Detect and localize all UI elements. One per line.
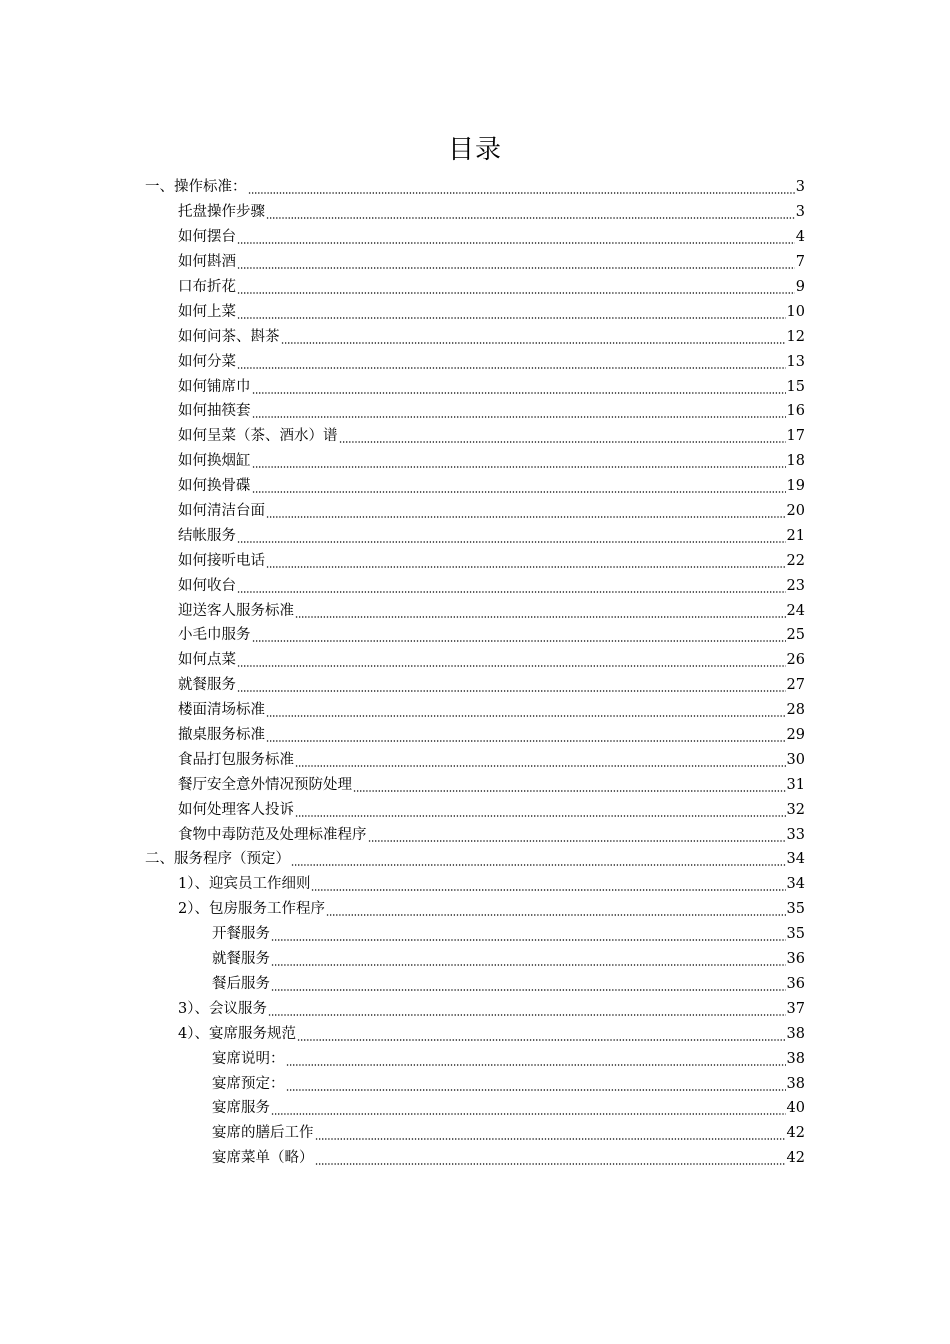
toc-entry-title: 餐后服务 (212, 975, 270, 992)
toc-entry-page: 10 (786, 303, 805, 320)
toc-dot-leader (268, 999, 786, 1019)
toc-entry-title: 宴席说明： (212, 1050, 285, 1067)
toc-entry[interactable] (0, 275, 950, 300)
toc-entry-page: 3 (795, 179, 805, 196)
toc-entry[interactable] (0, 747, 950, 772)
toc-entry-page: 34 (786, 851, 805, 868)
toc-entry-page: 22 (786, 552, 805, 569)
toc-entry-page: 38 (786, 1075, 805, 1092)
toc-entry-title: 楼面清场标准 (178, 702, 265, 719)
toc-entry-page: 42 (786, 1125, 805, 1142)
toc-entry[interactable] (0, 598, 950, 623)
toc-entry-page: 20 (786, 503, 805, 520)
toc-dot-leader (315, 1148, 786, 1168)
toc-entry-title: 如何呈菜（茶、酒水）谱 (178, 428, 338, 445)
toc-dot-leader (339, 426, 786, 446)
toc-entry-title: 如何上菜 (178, 303, 236, 320)
toc-entry-title: 如何接听电话 (178, 552, 265, 569)
toc-entry-page: 37 (786, 1000, 805, 1017)
toc-entry-title: 如何换骨碟 (178, 478, 251, 495)
toc-entry-title: 结帐服务 (178, 527, 236, 544)
toc-entry-page: 28 (786, 702, 805, 719)
toc-entry[interactable] (0, 1121, 950, 1146)
toc-dot-leader (295, 800, 786, 820)
toc-entry-title: 二、服务程序（预定） (145, 851, 290, 868)
toc-dot-leader (237, 252, 795, 272)
toc-entry[interactable] (0, 723, 950, 748)
toc-title: 目录 (447, 135, 502, 165)
toc-entry-page: 36 (786, 951, 805, 968)
toc-entry-page: 4 (795, 229, 805, 246)
toc-dot-leader (237, 576, 786, 596)
toc-dot-leader (297, 1024, 786, 1044)
toc-entry[interactable] (0, 250, 950, 275)
toc-dot-leader (266, 700, 786, 720)
toc-entry-title: 托盘操作步骤 (178, 204, 265, 221)
toc-entry[interactable] (0, 1046, 950, 1071)
toc-entry-page: 30 (786, 751, 805, 768)
toc-entry-page: 27 (786, 677, 805, 694)
toc-dot-leader (237, 277, 795, 297)
toc-entry-page: 18 (786, 453, 805, 470)
toc-entry[interactable] (0, 972, 950, 997)
toc-entry-title: 如何收台 (178, 577, 236, 594)
toc-dot-leader (237, 227, 795, 247)
toc-entry-title: 就餐服务 (212, 951, 270, 968)
toc-dot-leader (271, 1098, 786, 1118)
toc-entry-page: 13 (786, 353, 805, 370)
toc-entry-page: 17 (786, 428, 805, 445)
toc-entry-title: 如何斟酒 (178, 254, 236, 271)
toc-entry-page: 26 (786, 652, 805, 669)
toc-entry-title: 如何抽筷套 (178, 403, 251, 420)
toc-entry-title: 1）、迎宾员工作细则 (178, 876, 311, 893)
toc-entry[interactable] (0, 1071, 950, 1096)
toc-entry-title: 如何换烟缸 (178, 453, 251, 470)
toc-entry-page: 34 (786, 876, 805, 893)
toc-entry[interactable] (0, 175, 950, 200)
toc-entry[interactable] (0, 847, 950, 872)
toc-entry-page: 16 (786, 403, 805, 420)
toc-dot-leader (237, 650, 786, 670)
toc-entry-page: 21 (786, 527, 805, 544)
toc-dot-leader (252, 625, 786, 645)
toc-entry[interactable] (0, 523, 950, 548)
toc-entry-title: 迎送客人服务标准 (178, 602, 294, 619)
toc-entry-title: 食品打包服务标准 (178, 751, 294, 768)
toc-entry-title: 如何问茶、斟茶 (178, 328, 280, 345)
toc-dot-leader (368, 825, 786, 845)
toc-dot-leader (286, 1074, 786, 1094)
toc-entry-page: 29 (786, 727, 805, 744)
toc-entry-title: 一、操作标准： (145, 179, 247, 196)
toc-dot-leader (248, 177, 795, 197)
toc-entry-title: 宴席的膳后工作 (212, 1125, 314, 1142)
toc-entry[interactable] (0, 872, 950, 897)
toc-entry[interactable] (0, 573, 950, 598)
toc-dot-leader (271, 949, 786, 969)
toc-entry[interactable] (0, 772, 950, 797)
toc-entry[interactable] (0, 797, 950, 822)
toc-dot-leader (286, 1049, 786, 1069)
toc-dot-leader (326, 899, 786, 919)
toc-dot-leader (252, 377, 786, 397)
toc-entry-page: 7 (795, 254, 805, 271)
toc-entry[interactable] (0, 324, 950, 349)
toc-entry-page: 15 (786, 378, 805, 395)
toc-entry-page: 12 (786, 328, 805, 345)
toc-entry[interactable] (0, 299, 950, 324)
toc-entry-page: 42 (786, 1150, 805, 1167)
toc-entry[interactable] (0, 673, 950, 698)
toc-entry-page: 25 (786, 627, 805, 644)
toc-entry[interactable] (0, 349, 950, 374)
toc-entry-title: 食物中毒防范及处理标准程序 (178, 826, 367, 843)
toc-dot-leader (295, 601, 786, 621)
toc-entry-page: 38 (786, 1025, 805, 1042)
toc-entry-title: 小毛巾服务 (178, 627, 251, 644)
toc-dot-leader (252, 451, 786, 471)
toc-entry-title: 3）、会议服务 (178, 1000, 267, 1017)
toc-entry-title: 口布折花 (178, 279, 236, 295)
toc-dot-leader (266, 501, 786, 521)
toc-entry[interactable] (0, 225, 950, 250)
toc-entry[interactable] (0, 698, 950, 723)
toc-entry[interactable] (0, 648, 950, 673)
toc-entry-title: 2）、包房服务工作程序 (178, 901, 325, 918)
toc-entry-page: 38 (786, 1050, 805, 1067)
toc-entry-title: 撤桌服务标准 (178, 727, 265, 744)
toc-entry-page: 19 (786, 478, 805, 495)
toc-dot-leader (237, 675, 786, 695)
toc-entry[interactable] (0, 399, 950, 424)
toc-entry-page: 3 (795, 204, 805, 221)
toc-entry[interactable] (0, 449, 950, 474)
toc-dot-leader (271, 924, 786, 944)
toc-entry-page: 35 (786, 901, 805, 918)
toc-entry-title: 4）、宴席服务规范 (178, 1025, 296, 1042)
toc-dot-leader (237, 302, 786, 322)
toc-entry-page: 31 (786, 776, 805, 793)
toc-entry[interactable] (0, 1021, 950, 1046)
toc-entry-title: 宴席预定： (212, 1075, 285, 1092)
toc-entry[interactable] (0, 1096, 950, 1121)
toc-entry-page: 35 (786, 926, 805, 943)
toc-entry[interactable] (0, 947, 950, 972)
toc-entry-title: 如何分菜 (178, 353, 236, 370)
toc-entry[interactable] (0, 822, 950, 847)
toc-entry-title: 就餐服务 (178, 677, 236, 694)
toc-entry[interactable] (0, 474, 950, 499)
toc-entry-title: 如何清洁台面 (178, 503, 265, 520)
toc-entry-page: 24 (786, 602, 805, 619)
toc-dot-leader (237, 352, 786, 372)
toc-dot-leader (266, 551, 786, 571)
toc-entry-title: 开餐服务 (212, 926, 270, 943)
toc-entry-title: 宴席服务 (212, 1100, 270, 1117)
toc-entry-page: 40 (786, 1100, 805, 1117)
toc-dot-leader (315, 1123, 786, 1143)
toc-entry[interactable] (0, 623, 950, 648)
toc-dot-leader (266, 202, 795, 222)
toc-entry[interactable] (0, 499, 950, 524)
toc-entry[interactable] (0, 548, 950, 573)
toc-entry[interactable] (0, 200, 950, 225)
toc-entry-title: 宴席菜单（略） (212, 1150, 314, 1167)
toc-entry[interactable] (0, 1146, 950, 1171)
toc-entry-title: 如何点菜 (178, 652, 236, 669)
toc-dot-leader (311, 874, 785, 894)
toc-dot-leader (252, 401, 786, 421)
toc-entry[interactable] (0, 996, 950, 1021)
toc-entry-title: 如何摆台 (178, 229, 236, 246)
toc-dot-leader (353, 775, 786, 795)
toc-entry-page: 9 (795, 279, 805, 295)
toc-dot-leader (271, 974, 786, 994)
toc-entry[interactable] (0, 424, 950, 449)
toc-entry-page: 36 (786, 975, 805, 992)
toc-entry-title: 如何铺席巾 (178, 378, 251, 395)
toc-dot-leader (281, 327, 786, 347)
toc-entry-title: 如何处理客人投诉 (178, 801, 294, 818)
toc-entry[interactable] (0, 922, 950, 947)
toc-entry-title: 餐厅安全意外情况预防处理 (178, 776, 352, 793)
toc-entry-page: 32 (786, 801, 805, 818)
toc-entry-page: 23 (786, 577, 805, 594)
toc-dot-leader (291, 849, 786, 869)
toc-dot-leader (237, 526, 786, 546)
toc-dot-leader (266, 725, 786, 745)
toc-entry[interactable] (0, 897, 950, 922)
toc-dot-leader (295, 750, 786, 770)
toc-entry[interactable] (0, 374, 950, 399)
toc-dot-leader (252, 476, 786, 496)
toc-entry-page: 33 (786, 826, 805, 843)
toc-list (0, 175, 950, 1171)
